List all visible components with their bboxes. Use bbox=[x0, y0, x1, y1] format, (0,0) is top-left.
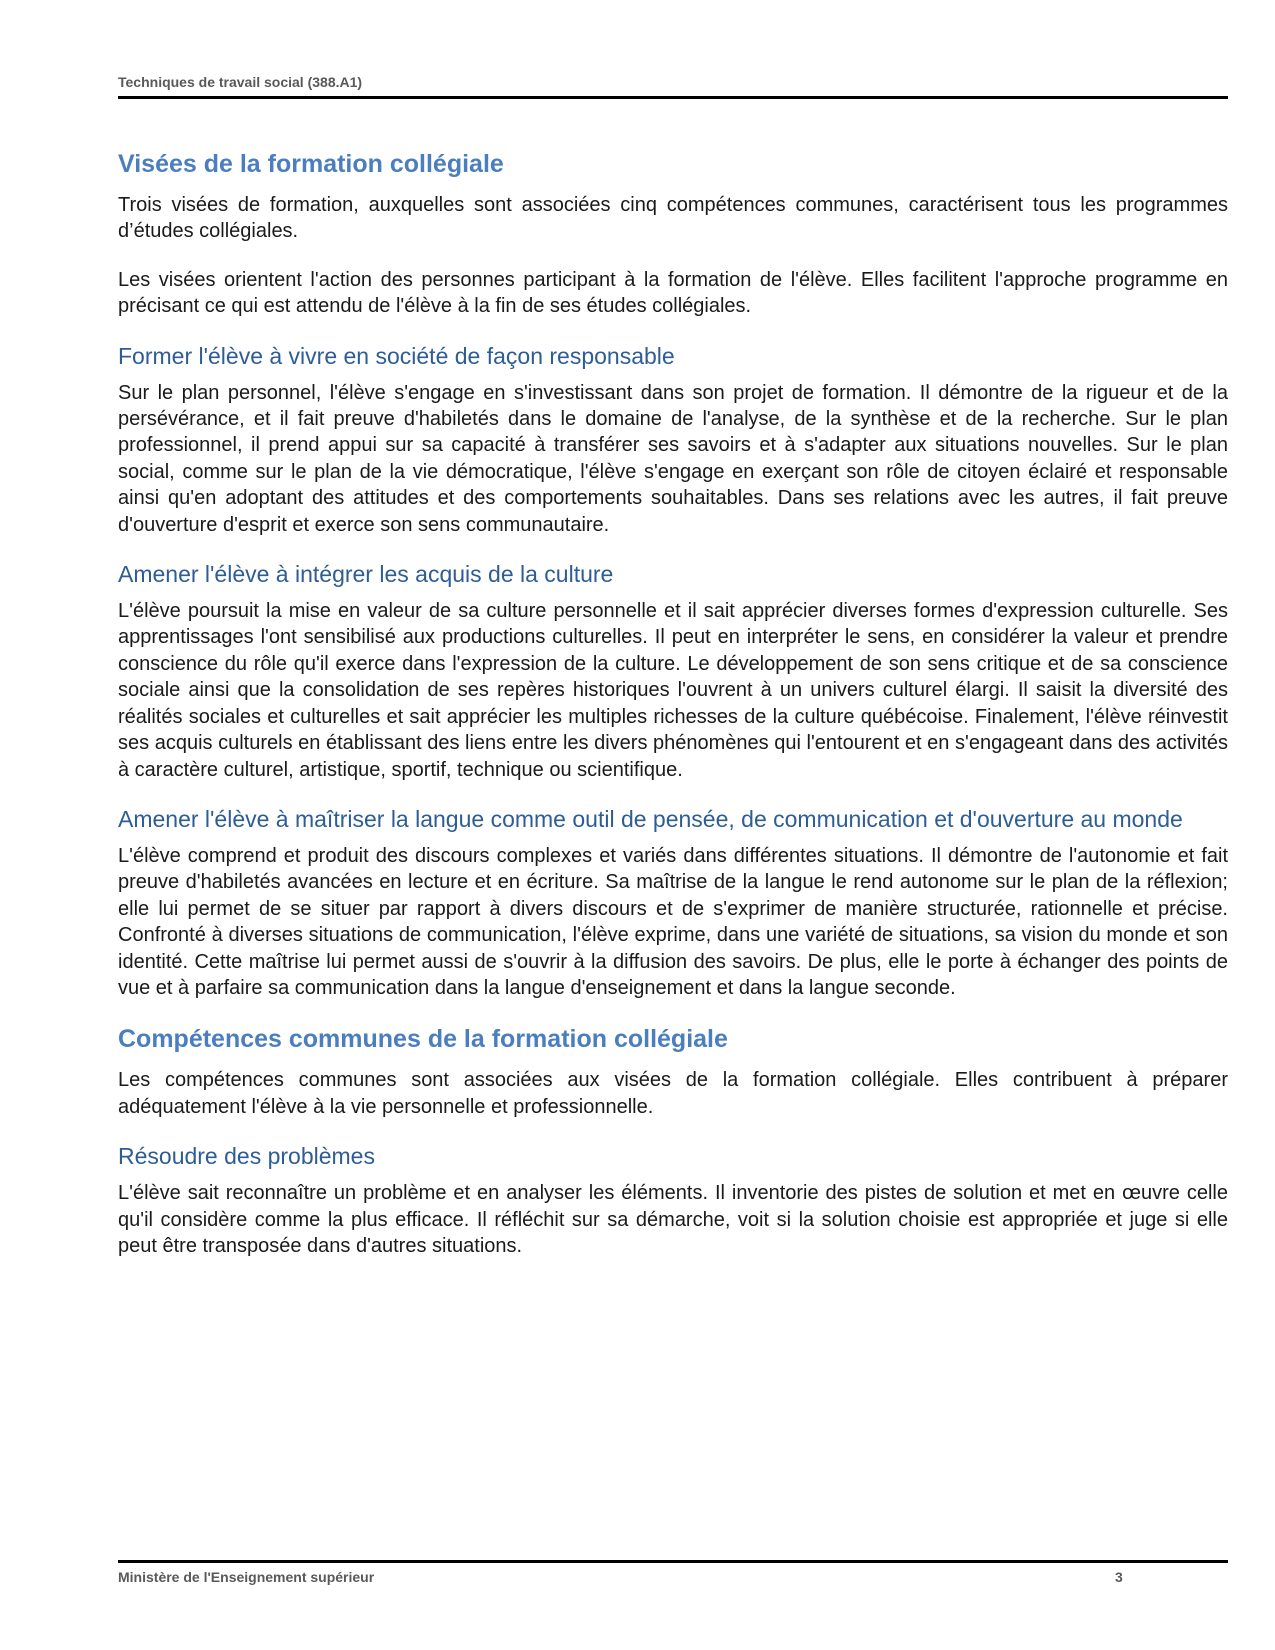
subheading-resoudre: Résoudre des problèmes bbox=[118, 1143, 375, 1170]
heading-competences: Compétences communes de la formation collégiale bbox=[118, 1025, 728, 1054]
page-number: 3 bbox=[1115, 1569, 1123, 1585]
page-content bbox=[118, 148, 1228, 1259]
footer-rule bbox=[118, 1560, 1228, 1563]
paragraph-visees-2: Les visées orientent l'action des personnes participant à la formation de l'élève. Elles facilitent l'approche programme en précisant ce qui est attendu de l'élève à la fin de ses études collégiales. bbox=[118, 268, 1228, 318]
header-rule bbox=[118, 96, 1228, 99]
paragraph-competences: Les compétences communes sont associées aux visées de la formation collégiale. Elles contribuent à préparer adéquatement l'élève à la vie personnelle et professionnelle. bbox=[118, 1069, 1228, 1118]
subheading-culture: Amener l'élève à intégrer les acquis de la culture bbox=[118, 561, 614, 588]
document-page bbox=[118, 0, 1228, 1650]
running-header: Techniques de travail social (388.A1) bbox=[118, 74, 363, 90]
heading-visees: Visées de la formation collégiale bbox=[118, 150, 504, 178]
paragraph-resoudre: L'élève sait reconnaître un problème et en analyser les éléments. Il inventorie des pistes de solution et met en œuvre celle qu'il considère comme la plus efficace. Il réfléchit sur sa démarche, voit si la solution choisie est appropriée et juge si elle peut être transposée dans d'autres situations. bbox=[118, 1182, 1228, 1257]
footer-ministry: Ministère de l'Enseignement supérieur bbox=[118, 1569, 375, 1585]
paragraph-visees-1: Trois visées de formation, auxquelles sont associées cinq compétences communes, caractérisent tous les programmes d’études collégiales. bbox=[118, 194, 1228, 243]
subheading-former: Former l'élève à vivre en société de façon responsable bbox=[118, 342, 675, 369]
paragraph-langue: L'élève comprend et produit des discours complexes et variés dans différentes situations. Il démontre de l'autonomie et fait preuve d'habiletés avancées en lecture et en écriture. Sa maîtrise de la langue le rend autonome sur le plan de la réflexion; elle lui permet de se situer par rapport à divers discours et de s'exprimer de manière structurée, rationnelle et précise. Confronté à diverses situations de communication, l'élève exprime, dans une variété de situations, sa vision du monde et son identité. Cette maîtrise lui permet aussi de s'ouvrir à la diffusion des savoirs. De plus, elle le porte à échanger des points de vue et à parfaire sa communication dans la langue d'enseignement et dans la langue seconde. bbox=[118, 844, 1228, 999]
paragraph-culture: L'élève poursuit la mise en valeur de sa culture personnelle et il sait apprécier diverses formes d'expression culturelle. Ses apprentissages l'ont sensibilisé aux productions culturelles. Il peut en interpréter le sens, en considérer la valeur et prendre conscience du rôle qu'il exerce dans l'expression de la culture. Le développement de son sens critique et de sa conscience sociale ainsi que la consolidation de ses repères historiques l'ouvrent à un univers culturel élargi. Il saisit la diversité des réalités sociales et culturelles et sait apprécier les multiples richesses de la culture québécoise. Finalement, l'élève réinvestit ses acquis culturels en établissant des liens entre les divers phénomènes qui l'entourent et en s'engageant dans des activités à caractère culturel, artistique, sportif, technique ou scientifique. bbox=[118, 600, 1228, 781]
paragraph-former: Sur le plan personnel, l'élève s'engage en s'investissant dans son projet de formation. Il démontre de la rigueur et de la persévérance, et il fait preuve d'habiletés dans le domaine de l'analyse, de la synthèse et de la recherche. Sur le plan professionnel, il prend appui sur sa capacité à transférer ses savoirs et à s'adapter aux situations nouvelles. Sur le plan social, comme sur le plan de la vie démocratique, l'élève s'engage en exerçant son rôle de citoyen éclairé et responsable ainsi qu'en adoptant des attitudes et des comportements souhaitables. Dans ses relations avec les autres, il fait preuve d'ouverture d'esprit et exerce son sens communautaire. bbox=[118, 381, 1228, 536]
subheading-langue: Amener l'élève à maîtriser la langue comme outil de pensée, de communication et d'ouverture au monde bbox=[118, 805, 1183, 832]
